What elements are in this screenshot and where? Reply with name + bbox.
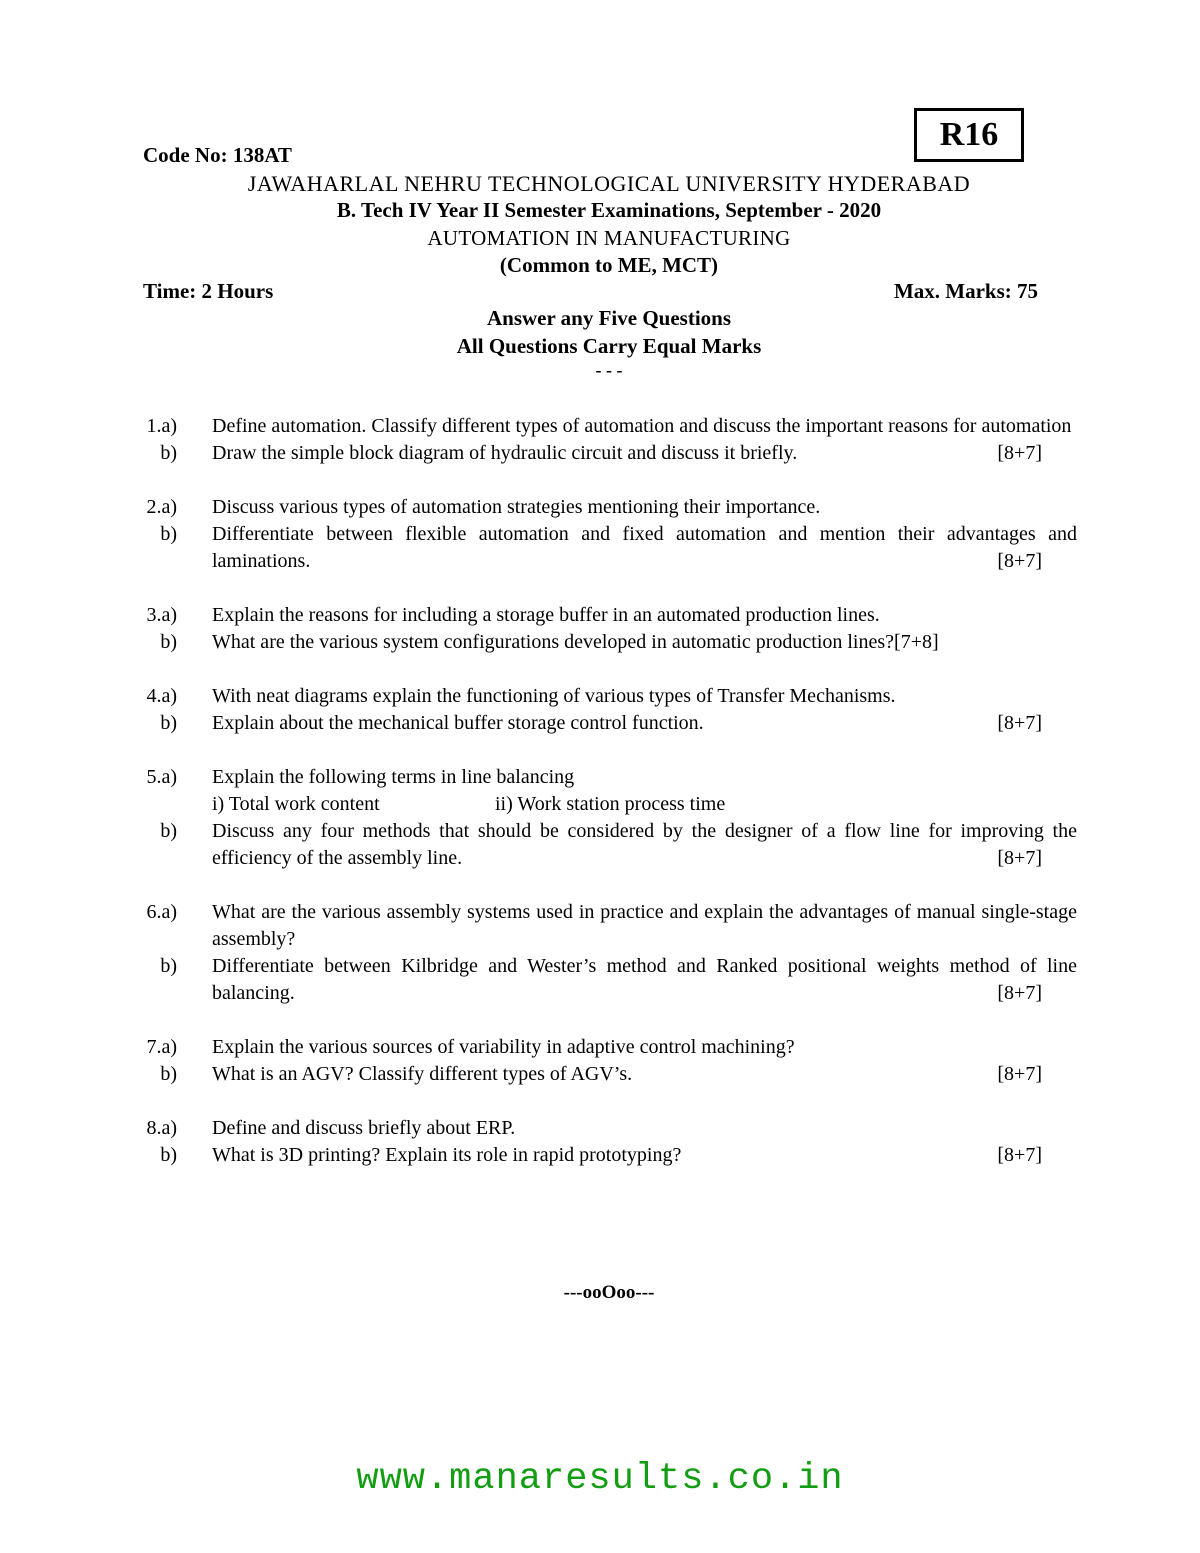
question-text [212, 629, 1077, 656]
question-5 [135, 764, 1077, 872]
question-number: b) [160, 712, 177, 734]
question-number: 1.a) [146, 415, 177, 437]
question-text: Explain the following terms in line balancing [212, 766, 575, 788]
branches-note: (Common to ME, MCT) [499, 253, 719, 277]
question-text: Define automation. Classify different types of automation and discuss the important reasons for automation [212, 415, 1072, 437]
question-paper-code: Code No: 138AT [143, 143, 292, 167]
question-text: With neat diagrams explain the functioning of various types of Transfer Mechanisms. [212, 685, 896, 707]
question-8 [135, 1115, 1077, 1169]
subject-title: AUTOMATION IN MANUFACTURING [427, 226, 791, 250]
question-2 [135, 494, 1077, 575]
marks-allocation: [8+7] [997, 1144, 1042, 1166]
question-text: Differentiate between Kilbridge and Wester’s method and Ranked positional weights method of line balancing. [212, 955, 1077, 1004]
question-7 [135, 1034, 1077, 1088]
question-text: Discuss various types of automation strategies mentioning their importance. [212, 496, 821, 518]
question-6 [135, 899, 1077, 1007]
marks-allocation: [8+7] [997, 982, 1042, 1004]
question-number: b) [160, 442, 177, 464]
sub-term-1: i) Total work content [212, 793, 380, 815]
sub-terms [212, 791, 1077, 818]
marks-allocation: [8+7] [997, 442, 1042, 464]
marks-allocation: [8+7] [997, 712, 1042, 734]
question-text: Differentiate between flexible automation and fixed automation and mention their advantages and laminations. [212, 523, 1077, 572]
sub-term-2: ii) Work station process time [495, 793, 726, 815]
marks-allocation: [7+8] [894, 631, 939, 653]
question-text: Explain the various sources of variability in adaptive control machining? [212, 1036, 795, 1058]
question-number: 6.a) [146, 901, 177, 923]
question-text: What are the various assembly systems used in practice and explain the advantages of manual single-stage assembly? [212, 901, 1077, 950]
end-of-paper-mark: ---ooOoo--- [563, 1282, 655, 1303]
exam-duration: Time: 2 Hours [143, 279, 274, 303]
question-4 [135, 683, 1077, 737]
question-number: 4.a) [146, 685, 177, 707]
question-number: b) [160, 1063, 177, 1085]
question-text: Discuss any four methods that should be considered by the designer of a flow line for improving the efficiency of the assembly line. [212, 820, 1077, 869]
marks-allocation: [8+7] [997, 847, 1042, 869]
question-number: 8.a) [146, 1117, 177, 1139]
question-number: b) [160, 631, 177, 653]
max-marks: Max. Marks: 75 [893, 279, 1038, 303]
university-name: JAWAHARLAL NEHRU TECHNOLOGICAL UNIVERSITY HYDERABAD [247, 171, 971, 196]
question-text: What is an AGV? Classify different types of AGV’s. [212, 1063, 633, 1085]
question-number: 3.a) [146, 604, 177, 626]
question-text: Draw the simple block diagram of hydraulic circuit and discuss it briefly. [212, 442, 798, 464]
question-list [135, 413, 1077, 1196]
question-text-body: What are the various system configurations developed in automatic production lines? [212, 631, 895, 653]
question-3 [135, 602, 1077, 656]
question-number: b) [160, 1144, 177, 1166]
question-text: Define and discuss briefly about ERP. [212, 1117, 516, 1139]
question-number: b) [160, 955, 177, 977]
marks-allocation: [8+7] [997, 1063, 1042, 1085]
website-watermark: www.manaresults.co.in [356, 1458, 844, 1500]
exam-title: B. Tech IV Year II Semester Examinations, September - 2020 [336, 198, 882, 222]
regulation-badge: R16 [914, 108, 1024, 162]
question-number: 7.a) [146, 1036, 177, 1058]
question-1 [135, 413, 1077, 467]
question-number: b) [160, 820, 177, 842]
question-text: What is 3D printing? Explain its role in rapid prototyping? [212, 1144, 682, 1166]
instruction-answer: Answer any Five Questions [486, 306, 732, 330]
marks-allocation: [8+7] [997, 550, 1042, 572]
question-number: 2.a) [146, 496, 177, 518]
instruction-marks: All Questions Carry Equal Marks [456, 334, 762, 358]
header-separator: - - - [595, 360, 623, 380]
question-text: Explain about the mechanical buffer storage control function. [212, 712, 704, 734]
question-number: 5.a) [146, 766, 177, 788]
question-number: b) [160, 523, 177, 545]
question-text: Explain the reasons for including a storage buffer in an automated production lines. [212, 604, 880, 626]
